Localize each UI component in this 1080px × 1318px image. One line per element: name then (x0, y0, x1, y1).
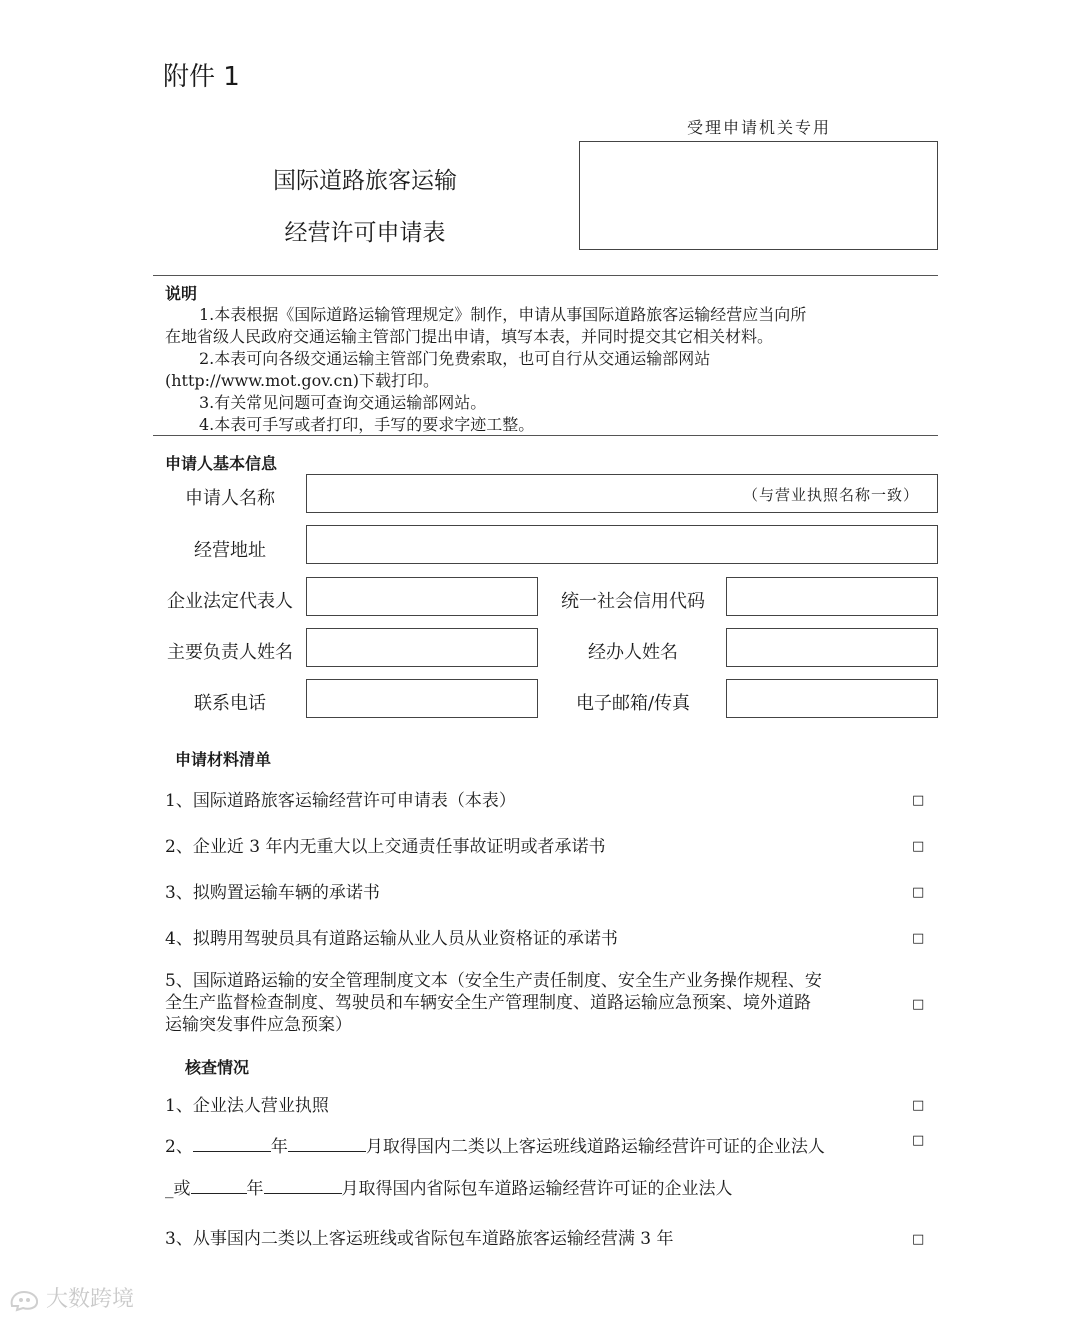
note-2b: (http://www.mot.gov.cn)下载打印。 (165, 371, 440, 390)
applicant-name-field[interactable] (306, 474, 938, 513)
attachment-label: 附件 1 (163, 62, 240, 92)
material-item-5 (165, 970, 905, 1036)
email-field[interactable] (726, 679, 938, 718)
email-label: 电子邮箱/传真 (575, 693, 691, 714)
material-checkbox-1[interactable]: □ (912, 793, 925, 808)
address-label: 经营地址 (194, 540, 266, 561)
material-item-3: 3、拟购置运输车辆的承诺书 (165, 883, 380, 903)
verify-item-3: 3、从事国内二类以上客运班线或省际包车道路旅客运输经营满 3 年 (165, 1229, 674, 1249)
note-2a: 2.本表可向各级交通运输主管部门免费索取，也可自行从交通运输部网站 (199, 349, 711, 368)
address-field[interactable] (306, 525, 938, 564)
note-1b: 在地省级人民政府交通运输主管部门提出申请，填写本表，并同时提交其它相关材料。 (165, 327, 774, 346)
handler-label: 经办人姓名 (588, 642, 678, 663)
verify-checkbox-2[interactable]: □ (912, 1133, 925, 1148)
note-1a: 1.本表根据《国际道路运输管理规定》制作，申请从事国际道路旅客运输经营应当向所 (199, 305, 807, 324)
divider (153, 275, 938, 276)
watermark-text: 大数跨境 (46, 1287, 135, 1312)
year-unit: 年 (270, 1137, 288, 1157)
month-blank-2[interactable] (264, 1177, 342, 1194)
verification-heading: 核查情况 (185, 1058, 250, 1077)
verify-item-2-text: 月取得国内二类以上客运班线道路运输经营许可证的企业法人 (365, 1137, 825, 1157)
phone-field[interactable] (306, 679, 538, 718)
material-item-5-line2: 全生产监督检查制度、驾驶员和车辆安全生产管理制度、道路运输应急预案、境外道路 (165, 993, 811, 1013)
material-item-5-line3: 运输突发事件应急预案） (165, 1015, 352, 1035)
verify-checkbox-1[interactable]: □ (912, 1098, 925, 1113)
form-title-line1: 国际道路旅客运输 (273, 168, 457, 194)
year-unit-2: 年 (246, 1179, 264, 1199)
material-item-5-line1: 5、国际道路运输的安全管理制度文本（安全生产责任制度、安全生产业务操作规程、安 (165, 971, 822, 991)
verify-item-2b-text: 月取得国内省际包车道路运输经营许可证的企业法人 (341, 1179, 733, 1199)
verify-item-2 (165, 1135, 905, 1158)
credit-code-field[interactable] (726, 577, 938, 616)
phone-label: 联系电话 (194, 693, 266, 714)
office-use-box (579, 141, 938, 250)
divider (153, 435, 938, 436)
credit-code-label: 统一社会信用代码 (561, 591, 705, 612)
verify-item-1: 1、企业法人营业执照 (165, 1096, 329, 1116)
applicant-name-label: 申请人名称 (185, 488, 275, 509)
materials-heading: 申请材料清单 (175, 750, 272, 769)
material-checkbox-3[interactable]: □ (912, 885, 925, 900)
form-title-line2: 经营许可申请表 (284, 220, 446, 246)
year-blank-2[interactable] (191, 1177, 247, 1194)
or-label: _或 (165, 1179, 191, 1199)
note-3: 3.有关常见问题可查询交通运输部网站。 (199, 393, 487, 412)
notes-body (165, 304, 928, 436)
material-checkbox-5[interactable]: □ (912, 997, 925, 1012)
principal-field[interactable] (306, 628, 538, 667)
verify-item-2-prefix: 2、 (165, 1137, 193, 1157)
principal-label: 主要负责人姓名 (167, 642, 293, 663)
notes-heading: 说明 (165, 284, 198, 303)
verify-item-2b (165, 1177, 905, 1200)
material-item-1: 1、国际道路旅客运输经营许可申请表（本表） (165, 791, 516, 811)
legal-rep-field[interactable] (306, 577, 538, 616)
month-blank[interactable] (288, 1135, 366, 1152)
material-item-4: 4、拟聘用驾驶员具有道路运输从业人员从业资格证的承诺书 (165, 929, 618, 949)
year-blank[interactable] (193, 1135, 271, 1152)
handler-field[interactable] (726, 628, 938, 667)
watermark (8, 1282, 134, 1313)
office-use-label: 受理申请机关专用 (686, 118, 831, 137)
applicant-heading: 申请人基本信息 (165, 454, 278, 473)
material-item-2: 2、企业近 3 年内无重大以上交通责任事故证明或者承诺书 (165, 837, 606, 857)
note-4: 4.本表可手写或者打印，手写的要求字迹工整。 (199, 415, 535, 434)
applicant-name-hint: （与营业执照名称一致） (742, 486, 919, 504)
material-checkbox-4[interactable]: □ (912, 931, 925, 946)
material-checkbox-2[interactable]: □ (912, 839, 925, 854)
legal-rep-label: 企业法定代表人 (167, 591, 293, 612)
verify-checkbox-3[interactable]: □ (912, 1232, 925, 1247)
watermark-logo-icon (8, 1288, 42, 1312)
